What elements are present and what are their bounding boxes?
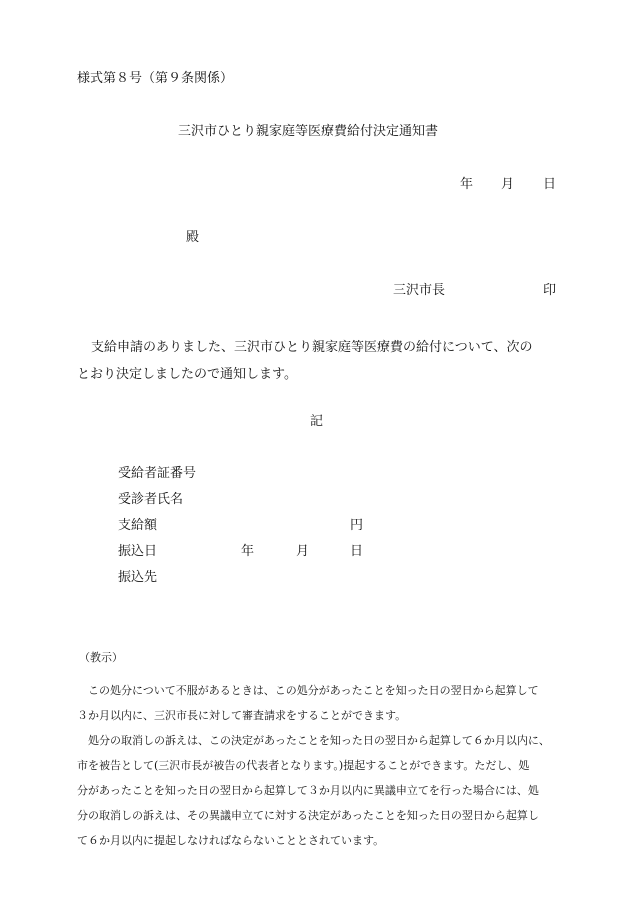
form-number: 様式第８号（第９条関係） xyxy=(77,71,234,86)
notice-line: この処分について不服があるときは、この処分があったことを知った日の翌日から起算して xyxy=(88,684,539,697)
notice-line: 分の取消しの訴えは、その異議申立てに対する決定があったことを知った日の翌日から起算し xyxy=(77,809,539,822)
notice-line: 処分の取消しの訴えは、この決定があったことを知った日の翌日から起算して６か月以内に、 xyxy=(88,734,550,747)
date-month: 月 xyxy=(501,177,515,192)
document-title: 三沢市ひとり親家庭等医療費給付決定通知書 xyxy=(178,124,439,139)
date-day: 日 xyxy=(543,177,557,192)
notice-line: 分があったことを知った日の翌日から起算して３か月以内に異議申立てを行った場合には、処 xyxy=(77,784,539,797)
transfer-year: 年 xyxy=(241,544,255,559)
notice-line: ３か月以内に、三沢市長に対して審査請求をすることができます。 xyxy=(77,709,407,722)
transfer-month: 月 xyxy=(296,544,310,559)
issuer-name: 三沢市長 xyxy=(393,283,446,298)
transfer-day: 日 xyxy=(350,544,364,559)
addressee-suffix: 殿 xyxy=(186,230,200,245)
transfer-date-label: 振込日 xyxy=(118,544,158,559)
amount-label: 支給額 xyxy=(118,518,158,533)
notice-heading: （教示） xyxy=(79,651,123,664)
body-line: 支給申請のありました、三沢市ひとり親家庭等医療費の給付について、次の xyxy=(91,340,533,355)
issuer-seal: 印 xyxy=(543,283,557,298)
patient-name-label: 受診者氏名 xyxy=(118,492,184,507)
date-year: 年 xyxy=(460,177,474,192)
recipient-cert-no-label: 受給者証番号 xyxy=(118,466,197,481)
amount-unit: 円 xyxy=(350,518,364,533)
notice-line: 市を被告として(三沢市長が被告の代表者となります。)提起することができます。ただし、処 xyxy=(77,759,530,772)
notice-paragraph xyxy=(77,678,550,853)
body-paragraph xyxy=(77,334,532,388)
transfer-dest-label: 振込先 xyxy=(118,570,158,585)
ki-heading: 記 xyxy=(310,414,324,429)
notice-line: て６か月以内に提起しなければならないこととされています。 xyxy=(77,834,385,847)
body-line: とおり決定しましたので通知します。 xyxy=(77,367,297,382)
